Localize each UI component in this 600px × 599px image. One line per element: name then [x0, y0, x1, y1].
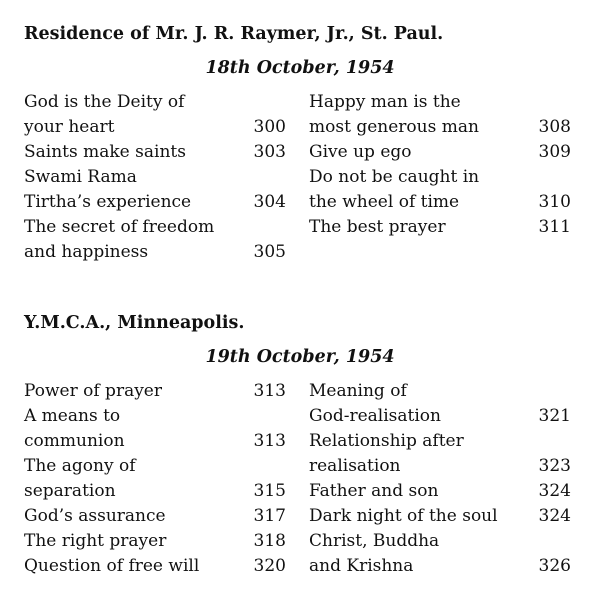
toc-entry — [309, 190, 571, 215]
toc-entry-title: Question of free will — [24, 556, 200, 576]
toc-entry-title: Swami Rama — [24, 167, 137, 187]
toc-entry-title: Happy man is the — [309, 92, 461, 112]
toc-column-right — [309, 379, 571, 579]
toc-entry-page: 311 — [538, 217, 571, 237]
toc-entry — [24, 554, 286, 579]
toc-entry-page: 313 — [253, 381, 286, 401]
toc-entry — [24, 379, 286, 404]
toc-entry-page: 309 — [538, 142, 571, 162]
toc-entry — [309, 115, 571, 140]
toc-entry — [24, 479, 286, 504]
toc-entry-page: 315 — [253, 481, 286, 501]
toc-entry-page: 308 — [538, 117, 571, 137]
toc-entry-title: and happiness — [24, 242, 149, 262]
toc-entry-title: the wheel of time — [309, 192, 460, 212]
toc-entry — [309, 504, 571, 529]
toc-entry-title: Saints make saints — [24, 142, 186, 162]
toc-entry-title: Relationship after — [309, 431, 464, 451]
toc-entry-page: 303 — [253, 142, 286, 162]
toc-entry-title: Do not be caught in — [309, 167, 480, 187]
section-date: 19th October, 1954 — [205, 347, 395, 367]
toc-entry-title: A means to — [24, 406, 121, 426]
toc-entry — [309, 215, 571, 240]
toc-entry — [309, 429, 571, 454]
toc-entry-title: God’s assurance — [24, 506, 166, 526]
toc-entry-title: realisation — [309, 456, 401, 476]
toc-entry-page: 310 — [538, 192, 571, 212]
toc-entry-page: 304 — [253, 192, 286, 212]
toc-entry — [24, 215, 286, 240]
toc-entry-page: 321 — [538, 406, 571, 426]
toc-entry — [309, 404, 571, 429]
toc-entry-title: The secret of freedom — [24, 217, 215, 237]
toc-entry-title: The best prayer — [309, 217, 446, 237]
toc-column-left — [24, 90, 286, 265]
toc-entry-page: 323 — [538, 456, 571, 476]
section-heading: Y.M.C.A., Minneapolis. — [24, 313, 245, 333]
toc-column-left — [24, 379, 286, 579]
toc-entry-title: Give up ego — [309, 142, 412, 162]
toc-entry — [309, 140, 571, 165]
section-date: 18th October, 1954 — [205, 58, 395, 78]
toc-entry-page: 305 — [253, 242, 286, 262]
toc-entry-page: 324 — [538, 506, 571, 526]
toc-entry — [24, 115, 286, 140]
toc-entry-title: Dark night of the soul — [309, 506, 498, 526]
toc-entry — [24, 165, 286, 190]
toc-entry — [309, 165, 571, 190]
toc-entry-title: Father and son — [309, 481, 439, 501]
toc-entry — [309, 454, 571, 479]
toc-entry — [24, 404, 286, 429]
toc-entry-page: 300 — [253, 117, 286, 137]
toc-entry — [24, 454, 286, 479]
toc-entry-title: God is the Deity of — [24, 92, 185, 112]
toc-entry-page: 324 — [538, 481, 571, 501]
toc-entry — [309, 554, 571, 579]
toc-entry — [309, 90, 571, 115]
toc-entry — [24, 90, 286, 115]
toc-entry — [309, 479, 571, 504]
toc-entry-title: and Krishna — [309, 556, 414, 576]
toc-entry-title: Christ, Buddha — [309, 531, 440, 551]
toc-column-right — [309, 90, 571, 240]
toc-entry — [24, 504, 286, 529]
toc-entry-page: 318 — [253, 531, 286, 551]
toc-entry-title: God-realisation — [309, 406, 441, 426]
toc-entry — [24, 429, 286, 454]
toc-entry-page: 320 — [253, 556, 286, 576]
toc-entry-title: most generous man — [309, 117, 479, 137]
toc-entry-title: Power of prayer — [24, 381, 162, 401]
toc-entry — [309, 379, 571, 404]
toc-entry-page: 317 — [253, 506, 286, 526]
toc-entry — [24, 529, 286, 554]
toc-entry-title: The agony of — [24, 456, 136, 476]
toc-entry — [24, 240, 286, 265]
toc-entry — [24, 190, 286, 215]
toc-entry-title: The right prayer — [24, 531, 167, 551]
toc-entry-title: Tirtha’s experience — [24, 192, 192, 212]
toc-entry — [24, 140, 286, 165]
toc-entry-title: Meaning of — [309, 381, 407, 401]
toc-entry — [309, 529, 571, 554]
toc-entry-title: communion — [24, 431, 125, 451]
toc-entry-title: separation — [24, 481, 116, 501]
toc-entry-page: 326 — [538, 556, 571, 576]
toc-entry-title: your heart — [24, 117, 115, 137]
section-heading: Residence of Mr. J. R. Raymer, Jr., St. Paul. — [24, 24, 444, 44]
toc-entry-page: 313 — [253, 431, 286, 451]
